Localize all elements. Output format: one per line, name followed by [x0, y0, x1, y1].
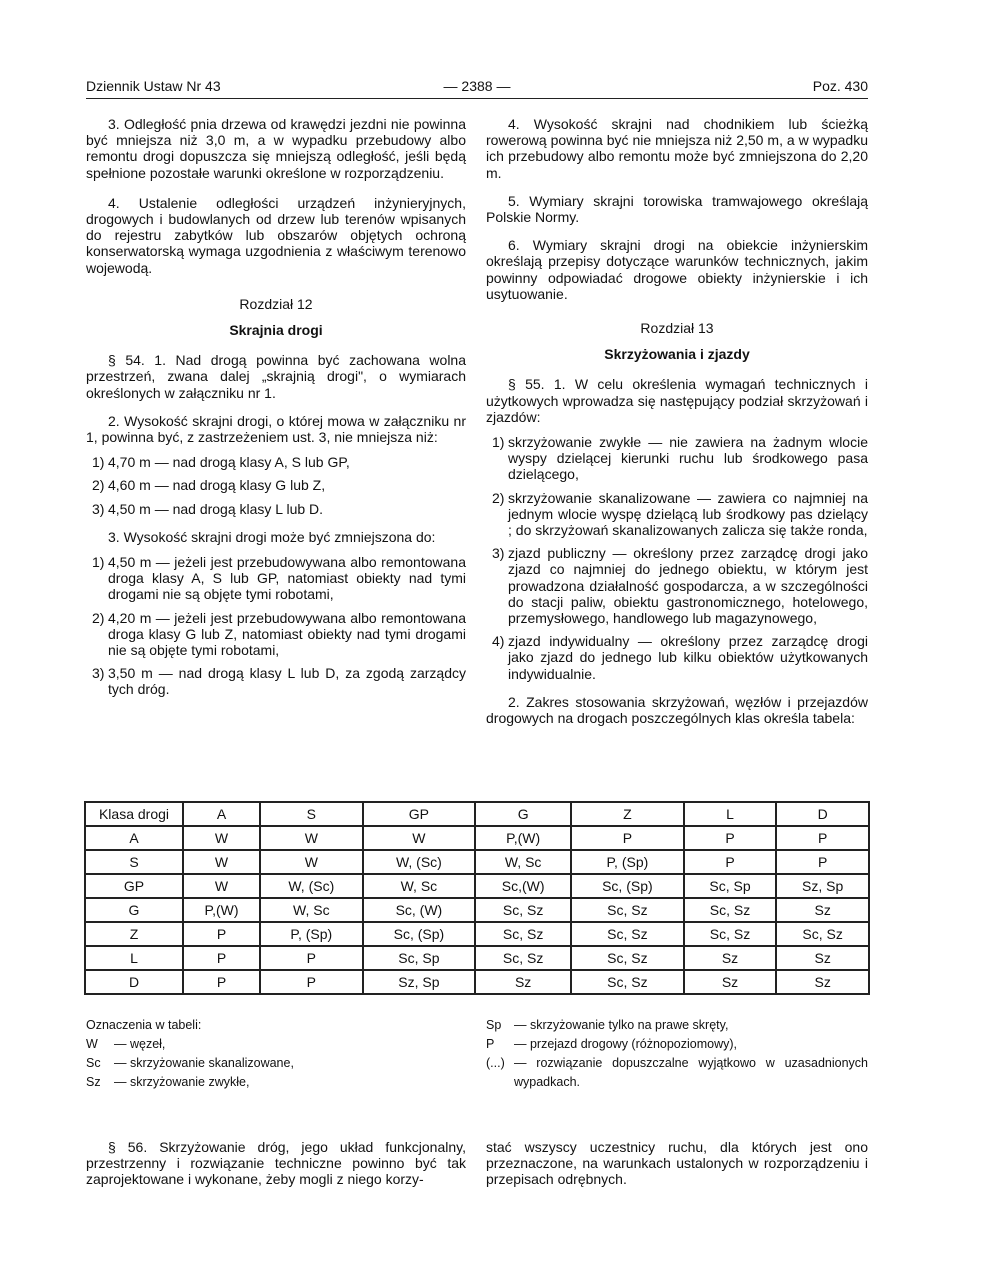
table-cell: W, (Sc): [363, 850, 476, 874]
table-cell: Sc, Sp: [684, 874, 777, 898]
table-cell: Sc, Sz: [571, 970, 684, 994]
table-cell: W: [260, 826, 363, 850]
table-cell: P: [684, 826, 777, 850]
paragraph: § 54. 1. Nad drogą powinna być zachowana wolna przestrzeń, zwana dalej „skrajnią drogi", o wymiarach określonych w załączniku nr 1.: [86, 352, 466, 401]
table-cell: P: [183, 946, 260, 970]
table-cell: D: [85, 970, 183, 994]
list-item: 1) 4,50 m — jeżeli jest przebudowywana albo remontowana droga klasy A, S lub GP, natomiast obiekty nad tymi drogami nie są objęte tymi robotami,: [92, 554, 466, 603]
chapter-number: Rozdział 12: [239, 295, 313, 312]
table-cell: P: [776, 850, 869, 874]
legend-item: Sp — skrzyżowanie tylko na prawe skręty,: [486, 1018, 729, 1032]
chapter-title: Skrzyżowania i zjazdy: [604, 346, 750, 363]
table-cell: Sz, Sp: [363, 970, 476, 994]
legend-item: P — przejazd drogowy (różnopoziomowy),: [486, 1037, 738, 1051]
table-row: [85, 922, 869, 946]
list-item: 2) 4,60 m — nad drogą klasy G lub Z,: [92, 477, 326, 494]
table-cell: W, Sc: [363, 874, 476, 898]
table-cell: Sc,(W): [475, 874, 571, 898]
paragraph: 6. Wymiary skrajni drogi na obiekcie inżynierskim określają przepisy dotyczące warunków technicznych, jakim powinny odpowiadać drogowe obiekty inżynierskie i ich usytuowanie.: [486, 237, 868, 302]
table-row: [85, 898, 869, 922]
table-cell: Sc, Sp: [363, 946, 476, 970]
table-cell: Sz: [776, 970, 869, 994]
table-cell: W, Sc: [475, 850, 571, 874]
table-cell: Sz: [776, 946, 869, 970]
table-cell: Sc, Sz: [776, 922, 869, 946]
list-item: 1) 4,70 m — nad drogą klasy A, S lub GP,: [92, 454, 350, 471]
paragraph: 3. Wysokość skrajni drogi może być zmniejszona do:: [108, 528, 436, 545]
table-header-cell: GP: [363, 802, 476, 826]
table-cell: Sc, Sz: [571, 946, 684, 970]
legend-item: Sc — skrzyżowanie skanalizowane,: [86, 1056, 294, 1070]
legend-title: Oznaczenia w tabeli:: [86, 1018, 202, 1032]
page-number: — 2388 —: [443, 78, 511, 94]
table-cell: Sc, Sz: [684, 898, 777, 922]
table-header-cell: L: [684, 802, 777, 826]
table-cell: P: [684, 850, 777, 874]
table-cell: Sz: [776, 898, 869, 922]
table-header-cell: G: [475, 802, 571, 826]
footer-right: [486, 1139, 868, 1197]
table-header-cell: Z: [571, 802, 684, 826]
table-cell: Sz: [475, 970, 571, 994]
paragraph: § 56. Skrzyżowanie dróg, jego układ funkcjonalny, przestrzenny i rozwiązanie techniczne powinno być tak zaprojektowane i wykonane, żeby mogli z niego korzy-: [86, 1139, 466, 1188]
table-cell: Sc, Sz: [475, 922, 571, 946]
table-cell: Sz: [684, 970, 777, 994]
table-cell: P: [571, 826, 684, 850]
left-column: [86, 116, 466, 705]
table-cell: W: [260, 850, 363, 874]
table-cell: A: [85, 826, 183, 850]
table-cell: Sz, Sp: [776, 874, 869, 898]
table-cell: GP: [85, 874, 183, 898]
table-cell: Z: [85, 922, 183, 946]
table-cell: Sz: [684, 946, 777, 970]
table-cell: Sc, (W): [363, 898, 476, 922]
list-item: 1) skrzyżowanie zwykłe — nie zawiera na żadnym wlocie wyspy dzielącej kierunki ruchu lub środkowego pasa dzielącego,: [492, 434, 868, 483]
table-cell: Sc, Sz: [571, 898, 684, 922]
table-cell: W: [183, 826, 260, 850]
table-cell: P: [260, 946, 363, 970]
table-header-row: [85, 802, 869, 826]
paragraph: 4. Ustalenie odległości urządzeń inżynieryjnych, drogowych i budowlanych od drzew lub terenów wpisanych do rejestru zabytków lub obszarów objętych ochroną konserwatorską wymaga uzgodnienia z właściwym terenowo wojewodą.: [86, 194, 466, 276]
table-row: [85, 850, 869, 874]
page-header: [86, 78, 868, 98]
table-cell: S: [85, 850, 183, 874]
legend-left: [86, 1016, 456, 1092]
table-header-cell: D: [776, 802, 869, 826]
list-item: 3) 3,50 m — nad drogą klasy L lub D, za zgodą zarządcy tych dróg.: [92, 665, 466, 698]
header-rule: [86, 98, 868, 99]
paragraph: 2. Zakres stosowania skrzyżowań, węzłów i przejazdów drogowych na drogach poszczególnych klas określa tabela:: [486, 693, 868, 727]
table-cell: Sc, Sz: [475, 946, 571, 970]
table-cell: G: [85, 898, 183, 922]
paragraph: 2. Wysokość skrajni drogi, o której mowa w załączniku nr 1, powinna być, z zastrzeżeniem ust. 3, nie mniejsza niż:: [86, 412, 466, 446]
table-cell: Sc, (Sp): [571, 874, 684, 898]
paragraph: § 55. 1. W celu określenia wymagań technicznych i użytkowych wprowadza się następujący podział skrzyżowań i zjazdów:: [486, 376, 868, 425]
table-cell: P: [183, 922, 260, 946]
table-cell: P,(W): [475, 826, 571, 850]
table-header-cell: A: [183, 802, 260, 826]
table-cell: W, (Sc): [260, 874, 363, 898]
table-header-cell: Klasa drogi: [85, 802, 183, 826]
chapter-number: Rozdział 13: [640, 320, 714, 337]
paragraph: 3. Odległość pnia drzewa od krawędzi jezdni nie powinna być mniejsza niż 3,0 m, a w wypadku przebudowy albo remontu drogi dopuszcza się mniejszą odległość, jeśli będą spełnione pozostałe warunki określone w rozporządzeniu.: [86, 116, 466, 181]
table-cell: L: [85, 946, 183, 970]
position-number: Poz. 430: [812, 78, 868, 94]
paragraph: 5. Wymiary skrajni torowiska tramwajowego określają Polskie Normy.: [486, 192, 868, 226]
paragraph: 4. Wysokość skrajni nad chodnikiem lub ścieżką rowerową powinna być nie mniejsza niż 2,50 m, a w wypadku ich przebudowy albo remontu może być zmniejszona do 2,20 m.: [486, 116, 868, 181]
legend-item: W — węzeł,: [86, 1037, 166, 1051]
table-cell: P: [260, 970, 363, 994]
chapter-title: Skrajnia drogi: [229, 322, 323, 339]
list-item: 4) zjazd indywidualny — określony przez zarządcę drogi jako zjazd do jednego lub kilku obiektów użytkowanych indywidualnie.: [492, 633, 868, 682]
table-cell: Sc, Sz: [684, 922, 777, 946]
table-cell: P, (Sp): [260, 922, 363, 946]
table-cell: P, (Sp): [571, 850, 684, 874]
intersection-table: [84, 801, 870, 995]
table-cell: Sc, Sz: [571, 922, 684, 946]
list-item: 3) 4,50 m — nad drogą klasy L lub D.: [92, 500, 324, 517]
table-row: [85, 874, 869, 898]
legend-item: Sz — skrzyżowanie zwykłe,: [86, 1075, 250, 1089]
table-row: [85, 946, 869, 970]
table-cell: W: [183, 850, 260, 874]
list-item: 3) zjazd publiczny — określony przez zarządcę drogi jako zjazd co najmniej do jednego obiektu, w którym jest prowadzona działalność gospodarcza, a w szczególności do stacji paliw, obiektu gastronomicznego, hotelowego, przemysłowego, handlowego lub magazynowego,: [492, 545, 868, 627]
table-row: [85, 970, 869, 994]
list-item: 2) skrzyżowanie skanalizowane — zawiera co najmniej na jednym wlocie wyspę dzielącą lub środkowy pas dzielący ; do skrzyżowań skanalizowanych zalicza się także ronda,: [492, 489, 868, 539]
table-header-cell: S: [260, 802, 363, 826]
table-cell: P: [183, 970, 260, 994]
table-cell: W: [363, 826, 476, 850]
list-item: 2) 4,20 m — jeżeli jest przebudowywana albo remontowana droga klasy G lub Z, natomiast obiekty nad tymi drogami nie są objęte tymi robotami,: [92, 609, 466, 659]
table-cell: Sc, Sz: [475, 898, 571, 922]
legend-item: (...) — rozwiązanie dopuszczalne wyjątkowo w uzasadnionych wypadkach.: [486, 1056, 868, 1089]
paragraph: stać wszyscy uczestnicy ruchu, dla których jest ono przeznaczone, na warunkach ustalonych w rozporządzeniu i przepisach odrębnych.: [486, 1139, 868, 1188]
table-cell: Sc, (Sp): [363, 922, 476, 946]
table-cell: P: [776, 826, 869, 850]
footer-left: [86, 1139, 466, 1197]
legend-right-items: [486, 1016, 868, 1092]
right-column: [486, 116, 868, 735]
table-cell: W, Sc: [260, 898, 363, 922]
journal-title: Dziennik Ustaw Nr 43: [86, 78, 221, 94]
table-row: [85, 826, 869, 850]
table-cell: P,(W): [183, 898, 260, 922]
table-cell: W: [183, 874, 260, 898]
